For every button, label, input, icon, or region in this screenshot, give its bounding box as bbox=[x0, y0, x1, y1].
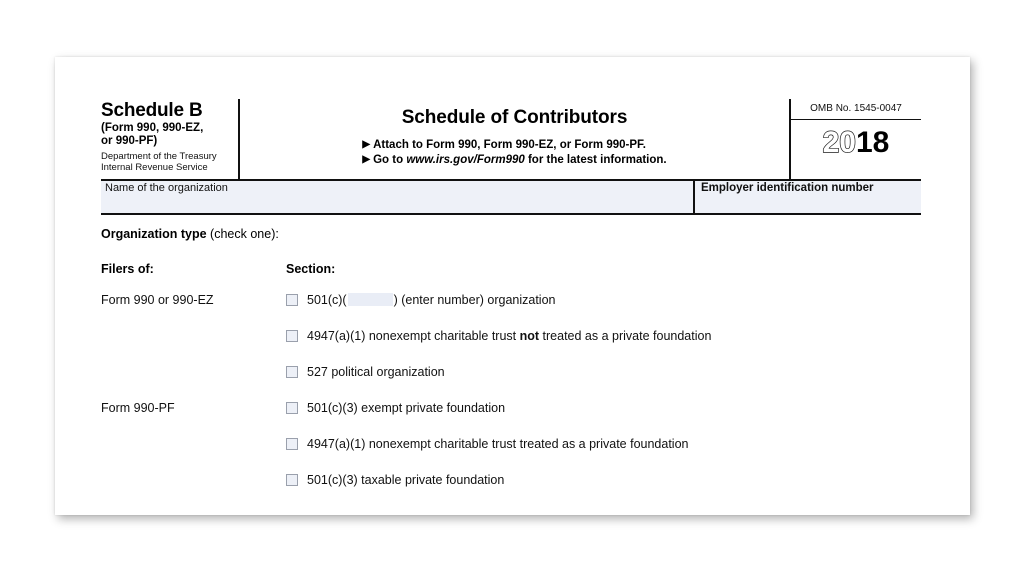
attach-instruction bbox=[362, 138, 666, 153]
schedule-title: Schedule B bbox=[101, 100, 203, 121]
organization-name-field[interactable] bbox=[101, 181, 695, 213]
option-label: 501(c)(3) exempt private foundation bbox=[307, 401, 506, 415]
checkbox-501c3-taxable-private-foundation[interactable] bbox=[286, 474, 298, 486]
option-text-before: 4947(a)(1) nonexempt charitable trust bbox=[307, 329, 520, 343]
organization-type-label: Organization type bbox=[101, 227, 207, 241]
irs-form-page bbox=[55, 57, 970, 515]
agency-line-irs: Internal Revenue Service bbox=[101, 162, 208, 173]
header-right-block bbox=[789, 99, 921, 179]
schedule-subtitle-line1: (Form 990, 990-EZ, bbox=[101, 122, 204, 134]
option-row bbox=[101, 471, 921, 507]
checkbox-527-political-organization[interactable] bbox=[286, 366, 298, 378]
organization-name-label: Name of the organization bbox=[105, 182, 228, 194]
tax-year-century: 20 bbox=[822, 126, 856, 159]
option-4947a1-not-private-foundation[interactable] bbox=[286, 327, 711, 345]
checkbox-501c3-exempt-private-foundation[interactable] bbox=[286, 402, 298, 414]
schedule-subtitle bbox=[101, 122, 238, 148]
form-main-title: Schedule of Contributors bbox=[401, 107, 628, 128]
header-center-block bbox=[240, 99, 789, 179]
option-row bbox=[101, 291, 921, 327]
option-501c3-exempt-private-foundation[interactable] bbox=[286, 399, 505, 417]
irs-url-link[interactable]: www.irs.gov/Form990 bbox=[406, 154, 525, 166]
header-left-block bbox=[101, 99, 240, 179]
organization-type-options bbox=[101, 291, 921, 507]
ein-label: Employer identification number bbox=[701, 182, 874, 194]
option-label: 4947(a)(1) nonexempt charitable trust treated as a private foundation bbox=[307, 437, 689, 451]
option-label bbox=[307, 291, 555, 309]
arrow-icon: ▶ bbox=[362, 139, 371, 150]
option-label bbox=[307, 327, 711, 345]
tax-year bbox=[791, 120, 921, 159]
ein-field[interactable] bbox=[695, 181, 921, 213]
column-heading-filers: Filers of: bbox=[101, 262, 154, 276]
option-label: 501(c)(3) taxable private foundation bbox=[307, 473, 505, 487]
omb-number: OMB No. 1545-0047 bbox=[791, 102, 921, 120]
tax-year-digits: 18 bbox=[856, 126, 890, 159]
form-content bbox=[101, 99, 921, 507]
form-header bbox=[101, 99, 921, 181]
option-row bbox=[101, 363, 921, 399]
option-527-political-organization[interactable] bbox=[286, 363, 445, 381]
name-ein-row bbox=[101, 181, 921, 215]
option-row bbox=[101, 327, 921, 363]
agency-block bbox=[101, 151, 238, 173]
organization-type-hint: (check one): bbox=[206, 227, 279, 241]
option-501c-enter-number[interactable] bbox=[286, 291, 555, 309]
goto-instruction bbox=[362, 153, 666, 168]
goto-suffix: for the latest information. bbox=[524, 154, 667, 166]
filer-label-990-pf: Form 990-PF bbox=[101, 401, 175, 415]
checkbox-4947a1-treated-private-foundation[interactable] bbox=[286, 438, 298, 450]
schedule-subtitle-line2: or 990-PF) bbox=[101, 135, 158, 147]
column-heading-section: Section: bbox=[286, 262, 336, 276]
option-text-after: treated as a private foundation bbox=[539, 329, 712, 343]
attach-instruction-text: Attach to Form 990, Form 990-EZ, or Form 990-PF. bbox=[373, 139, 646, 151]
option-501c3-taxable-private-foundation[interactable] bbox=[286, 471, 504, 489]
arrow-icon-2: ▶ bbox=[362, 154, 371, 165]
filer-label-990-ez: Form 990 or 990-EZ bbox=[101, 293, 214, 307]
column-headings bbox=[101, 262, 921, 278]
checkbox-4947a1-not-private-foundation[interactable] bbox=[286, 330, 298, 342]
option-text-before: 501(c)( bbox=[307, 293, 347, 307]
option-row bbox=[101, 435, 921, 471]
goto-prefix: Go to bbox=[373, 154, 407, 166]
501c-number-input[interactable] bbox=[348, 293, 393, 306]
option-text-after: ) (enter number) organization bbox=[393, 293, 556, 307]
option-label: 527 political organization bbox=[307, 365, 445, 379]
option-row bbox=[101, 399, 921, 435]
organization-type-heading bbox=[101, 227, 921, 241]
agency-line-treasury: Department of the Treasury bbox=[101, 151, 217, 162]
instruction-lines bbox=[362, 138, 666, 168]
checkbox-501c-enter-number[interactable] bbox=[286, 294, 298, 306]
option-4947a1-treated-private-foundation[interactable] bbox=[286, 435, 688, 453]
option-emphasis-not: not bbox=[519, 329, 540, 343]
